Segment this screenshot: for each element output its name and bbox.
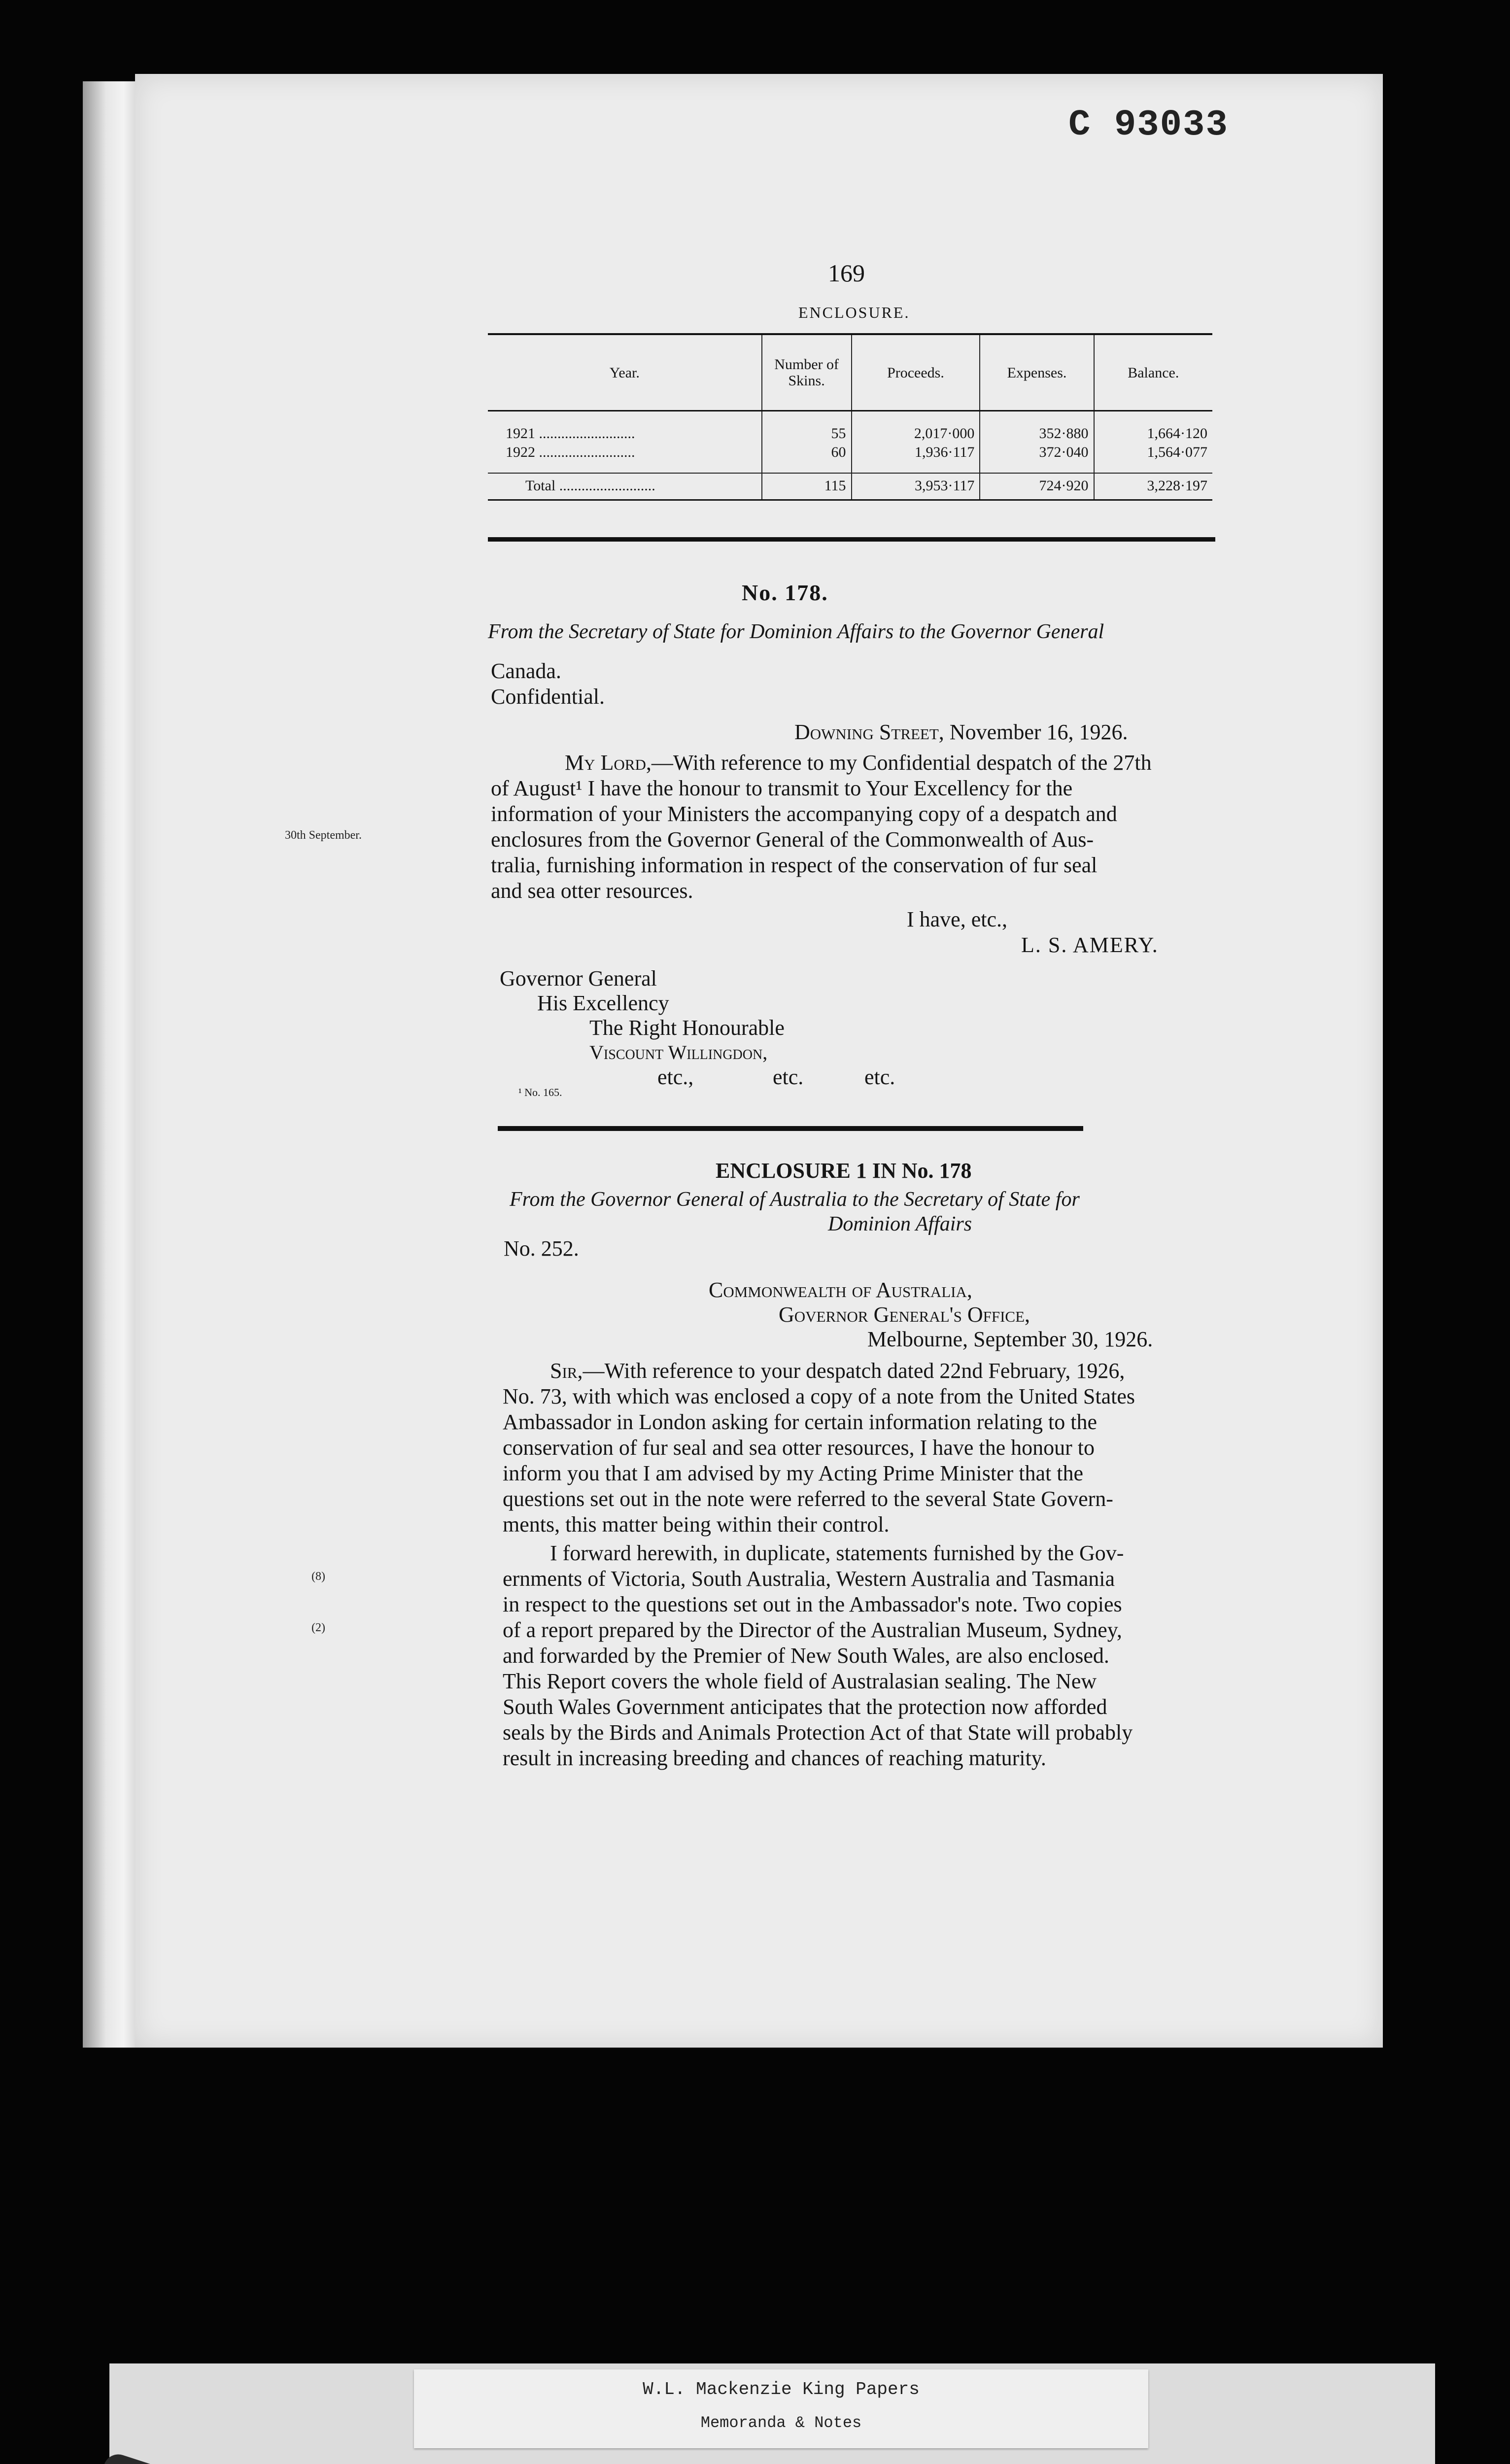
table-cell: 1,664·120 (1094, 411, 1212, 444)
collection-name: W.L. Mackenzie King Papers (643, 2379, 920, 2399)
collection-series: Memoranda & Notes (700, 2414, 862, 2432)
office-line: Governor General's Office, (779, 1302, 1030, 1327)
table-row: 1922 .......................... 60 1,936·117 372·040 1,564·077 (488, 443, 1212, 473)
addressee-line: Governor General (500, 966, 657, 991)
table-header-skins: Number of Skins. (762, 334, 852, 411)
date: November 16, 1926. (949, 720, 1128, 744)
body-line: ments, this matter being within their control. (503, 1512, 890, 1537)
letter-body (491, 750, 1215, 904)
body-line: South Wales Government anticipates that the protection now afforded (503, 1695, 1107, 1719)
collection-strip (414, 2369, 1148, 2448)
margin-note: 30th September. (285, 829, 362, 842)
enclosure-from-line: Dominion Affairs (828, 1213, 972, 1235)
table-header-row (488, 334, 1212, 411)
table-cell: 372·040 (980, 443, 1094, 473)
table-header-expenses: Expenses. (980, 334, 1094, 411)
margin-note: (2) (311, 1621, 325, 1634)
body-line: Ambassador in London asking for certain information relating to the (503, 1410, 1098, 1434)
table-cell-year: 1921 (506, 425, 535, 442)
addressee-line: The Right Honourable (589, 1016, 785, 1040)
table-cell: 60 (762, 443, 852, 473)
enclosure-table-title: ENCLOSURE. (798, 304, 910, 321)
table-cell: 2,017·000 (852, 411, 980, 444)
salutation: Sir, (550, 1359, 583, 1383)
table-cell-year: 1922 (506, 444, 535, 460)
document-from-line: From the Secretary of State for Dominion Affairs to the Governor General (488, 620, 1104, 643)
body-line: and sea otter resources. (491, 879, 693, 903)
table-cell: 1,936·117 (852, 443, 980, 473)
addressee-line: etc., (657, 1065, 694, 1089)
classification: Confidential. (491, 684, 605, 709)
section-divider (488, 537, 1215, 542)
table-cell: 115 (762, 473, 852, 500)
addressee-line: His Excellency (537, 991, 669, 1015)
table-cell: 724·920 (980, 473, 1094, 500)
table-cell: 3,228·197 (1094, 473, 1212, 500)
addressee-line: etc. (773, 1065, 804, 1089)
dateline (794, 719, 1128, 745)
body-line: ernments of Victoria, South Australia, Western Australia and Tasmania (503, 1567, 1115, 1591)
addressee-line: etc. (864, 1065, 895, 1089)
recipient-country: Canada. (491, 659, 561, 683)
body-line: seals by the Birds and Animals Protection Act of that State will probably (503, 1720, 1133, 1745)
body-line: questions set out in the note were referred to the several State Govern- (503, 1487, 1113, 1511)
addressee-line: Viscount Willingdon, (589, 1041, 768, 1063)
enclosure-from-line: From the Governor General of Australia to the Secretary of State for (510, 1188, 1080, 1211)
table-header-balance: Balance. (1094, 334, 1212, 411)
table-cell: 1,564·077 (1094, 443, 1212, 473)
body-line: tralia, furnishing information in respect of the conservation of fur seal (491, 853, 1098, 877)
body-line: information of your Ministers the accompanying copy of a despatch and (491, 802, 1117, 826)
closing: I have, etc., (907, 907, 1007, 931)
body-line: inform you that I am advised by my Acting Prime Minister that the (503, 1461, 1084, 1485)
table-header-year: Year. (488, 334, 762, 411)
body-line: No. 73, with which was enclosed a copy of a note from the United States (503, 1384, 1135, 1408)
table-cell: 352·880 (980, 411, 1094, 444)
table-cell: 55 (762, 411, 852, 444)
body-line: of August¹ I have the honour to transmit to Your Excellency for the (491, 776, 1073, 800)
body-line: of a report prepared by the Director of the Australian Museum, Sydney, (503, 1618, 1122, 1642)
document-number: No. 178. (742, 580, 828, 605)
table-total-label: Total (525, 478, 556, 494)
margin-note: (8) (311, 1570, 325, 1583)
body-line: and forwarded by the Premier of New South Wales, are also enclosed. (503, 1643, 1109, 1668)
adjacent-page-edge (83, 81, 141, 2048)
seal-skins-table (488, 333, 1212, 501)
body-line: I forward herewith, in duplicate, statements furnished by the Gov- (550, 1541, 1124, 1565)
body-line: —With reference to your despatch dated 22nd February, 1926, (583, 1359, 1125, 1383)
table-row: 1921 .......................... 55 2,017·000 352·880 1,664·120 (488, 411, 1212, 444)
footnote: ¹ No. 165. (518, 1086, 562, 1098)
body-line: conservation of fur seal and sea otter resources, I have the honour to (503, 1436, 1095, 1460)
table-cell: 3,953·117 (852, 473, 980, 500)
enclosure-paragraph-2 (503, 1540, 1207, 1771)
body-line: in respect to the questions set out in the Ambassador's note. Two copies (503, 1592, 1122, 1616)
enclosure-number: No. 252. (504, 1236, 579, 1261)
archive-reference-number: C 93033 (1068, 104, 1229, 146)
section-divider (498, 1126, 1083, 1131)
enclosure-heading: ENCLOSURE 1 IN No. 178 (716, 1159, 972, 1183)
office-line: Commonwealth of Australia, (709, 1278, 972, 1302)
place: Downing Street, (794, 720, 944, 744)
table-header-proceeds: Proceeds. (852, 334, 980, 411)
body-line: result in increasing breeding and chances of reaching maturity. (503, 1746, 1046, 1770)
signature: L. S. AMERY. (1021, 933, 1159, 957)
body-line: enclosures from the Governor General of the Commonwealth of Aus- (491, 827, 1094, 852)
enclosure-paragraph-1 (503, 1358, 1207, 1538)
table-total-row: Total .......................... 115 3,953·117 724·920 3,228·197 (488, 473, 1212, 500)
body-line: —With reference to my Confidential despatch of the 27th (651, 751, 1152, 775)
salutation: My Lord, (565, 751, 652, 775)
page-number: 169 (828, 259, 865, 287)
body-line: This Report covers the whole field of Australasian sealing. The New (503, 1669, 1097, 1693)
place-date: Melbourne, September 30, 1926. (867, 1327, 1153, 1351)
